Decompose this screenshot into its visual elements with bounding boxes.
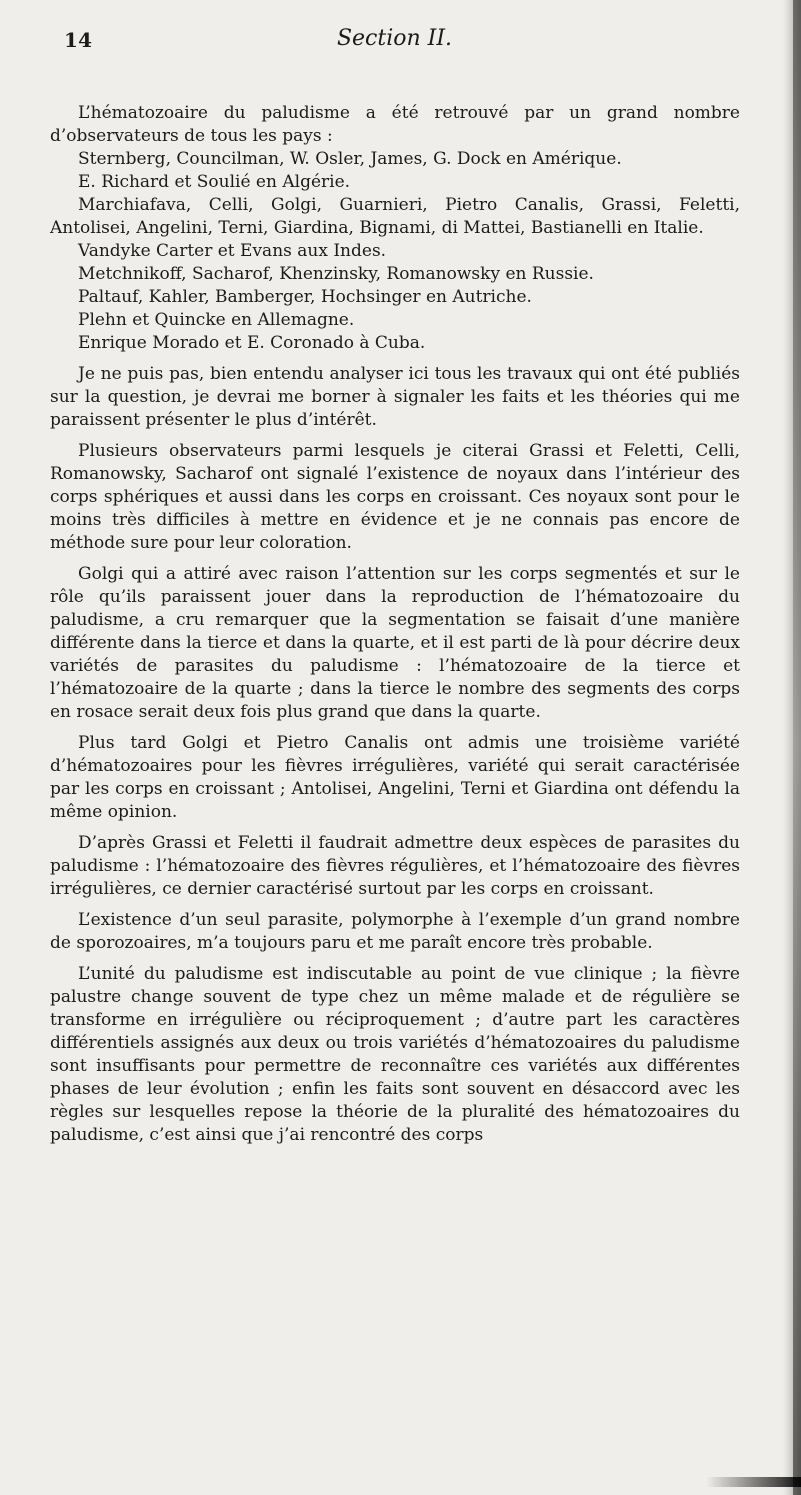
paragraph-4: Plus tard Golgi et Pietro Canalis ont admis une troisième variété d’hématozoaires pour les fièvres irrégulières, variété qui serait caractérisée par les corps en croissant ; Antolisei, Angelini, Terni et Giardina ont défendu la même opinion.	[50, 733, 740, 822]
paragraph-6: L’existence d’un seul parasite, polymorphe à l’exemple d’un grand nombre de sporozoaires, m’a toujours paru et me paraît encore très probable.	[50, 910, 740, 953]
observers-cuba: Enrique Morado et E. Coronado à Cuba.	[78, 333, 426, 353]
observers-germany: Plehn et Quincke en Allemagne.	[78, 310, 355, 330]
observers-america: Sternberg, Councilman, W. Osler, James, G. Dock en Amérique.	[78, 149, 622, 169]
page-body	[50, 102, 740, 1155]
paragraph-3: Golgi qui a attiré avec raison l’attention sur les corps segmentés et sur le rôle qu’ils paraissent jouer dans la reproduction de l’hématozoaire du paludisme, a cru remarquer que la segmentation se faisait d’une manière différente dans la tierce et dans la quarte, et il est parti de là pour décrire deux variétés de parasites du paludisme : l’hématozoaire de la tierce et l’hématozoaire de la quarte ; dans la tierce le nombre des segments des corps en rosace serait deux fois plus grand que dans la quarte.	[50, 564, 740, 722]
observers-indies: Vandyke Carter et Evans aux Indes.	[78, 241, 387, 261]
section-title: Section II.	[336, 26, 453, 51]
observers-italy: Marchiafava, Celli, Golgi, Guarnieri, Pietro Canalis, Grassi, Feletti, Antolisei, Angelini, Terni, Giardina, Bignami, di Mattei, Bastianelli en Italie.	[50, 195, 740, 238]
page-header	[64, 24, 725, 58]
observers-algeria: E. Richard et Soulié en Algérie.	[78, 172, 351, 192]
observers-russia: Metchnikoff, Sacharof, Khenzinsky, Romanowsky en Russie.	[78, 264, 594, 284]
bottom-edge-mark	[706, 1477, 801, 1487]
paragraph-5: D’après Grassi et Feletti il faudrait admettre deux espèces de parasites du paludisme : l’hématozoaire des fièvres régulières, et l’hématozoaire des fièvres irrégulières, ce dernier caractérisé surtout par les corps en croissant.	[50, 833, 740, 899]
binding-shadow	[793, 0, 801, 1495]
observers-austria: Paltauf, Kahler, Bamberger, Hochsinger en Autriche.	[78, 287, 532, 307]
page-number: 14	[64, 28, 93, 52]
paragraph-1: Je ne puis pas, bien entendu analyser ici tous les travaux qui ont été publiés sur la question, je devrai me borner à signaler les faits et les théories qui me paraissent présenter le plus d’intérêt.	[50, 364, 740, 430]
observers-intro: L’hématozoaire du paludisme a été retrouvé par un grand nombre d’observateurs de tous les pays :	[50, 103, 740, 146]
paragraph-2: Plusieurs observateurs parmi lesquels je citerai Grassi et Feletti, Celli, Romanowsky, Sacharof ont signalé l’existence de noyaux dans l’intérieur des corps sphériques et aussi dans les corps en croissant. Ces noyaux sont pour le moins très difficiles à mettre en évidence et je ne connais pas encore de méthode sure pour leur coloration.	[50, 441, 740, 553]
paragraph-7: L’unité du paludisme est indiscutable au point de vue clinique ; la fièvre palustre change souvent de type chez un même malade et de régulière se transforme en irrégulière ou réciproquement ; d’autre part les caractères différentiels assignés aux deux ou trois variétés d’hématozoaires du paludisme sont insuffisants pour permettre de reconnaître ces variétés aux différentes phases de leur évolution ; enfin les faits sont souvent en désaccord avec les règles sur lesquelles repose la théorie de la pluralité des hématozoaires du paludisme, c’est ainsi que j’ai rencontré des corps	[50, 964, 740, 1145]
